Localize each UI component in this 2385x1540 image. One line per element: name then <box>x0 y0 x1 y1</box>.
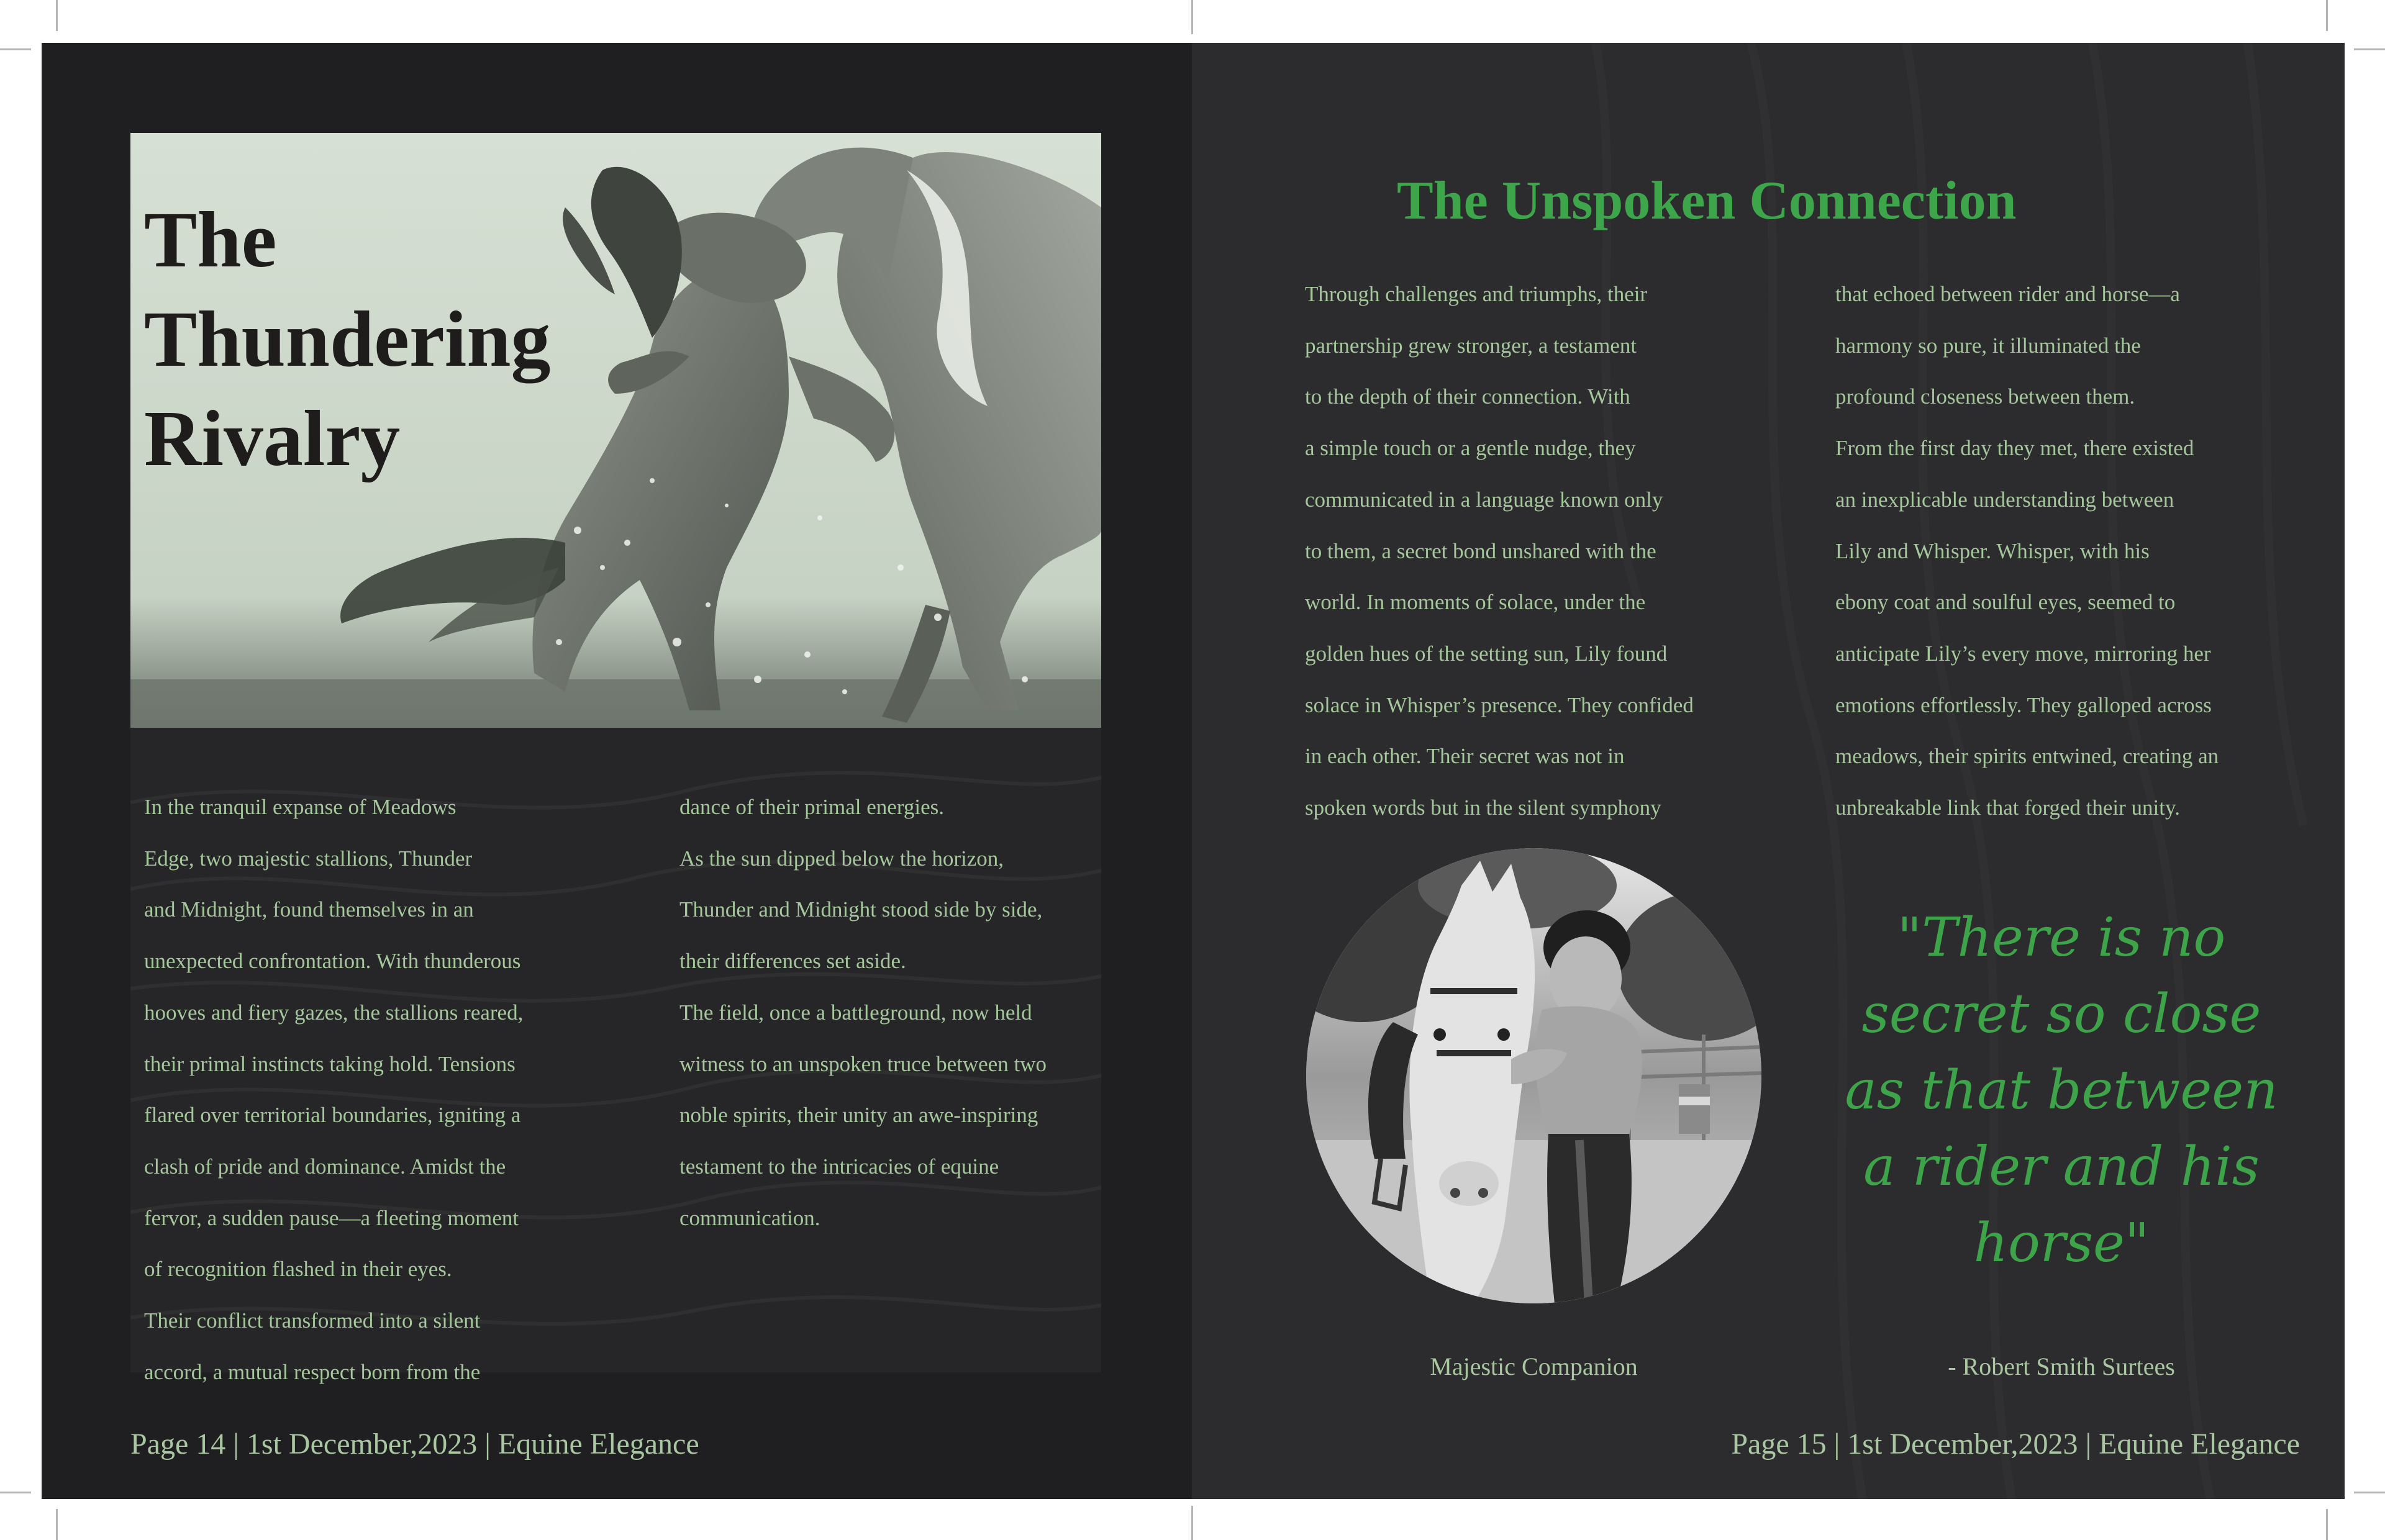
text-line: flared over territorial boundaries, igniting a <box>144 1103 521 1128</box>
text-line: Lily and Whisper. Whisper, with his <box>1835 538 2150 563</box>
text-line: golden hues of the setting sun, Lily found <box>1305 641 1668 666</box>
quote-line: a rider and his <box>1863 1136 2260 1198</box>
text-line: a simple touch or a gentle nudge, they <box>1305 436 1636 461</box>
text-line: ebony coat and soulful eyes, seemed to <box>1835 590 2176 615</box>
crop-mark <box>56 1509 58 1540</box>
text-line: anticipate Lily’s every move, mirroring her <box>1835 641 2211 666</box>
text-line: to the depth of their connection. With <box>1305 384 1630 409</box>
page-title: The Unspoken Connection <box>1397 171 2017 231</box>
page-title <box>144 190 551 488</box>
text-line: The field, once a battleground, now held <box>679 1000 1032 1025</box>
article-column-1 <box>144 782 523 1398</box>
text-line: As the sun dipped below the horizon, <box>679 846 1004 871</box>
text-line: Thunder and Midnight stood side by side, <box>679 897 1043 922</box>
page-footer: Page 14 | 1st December,2023 | Equine Elegance <box>130 1428 699 1461</box>
crop-mark <box>0 48 31 50</box>
right-page <box>1192 43 2345 1499</box>
text-line: emotions effortlessly. They galloped across <box>1835 692 2212 717</box>
text-line: meadows, their spirits entwined, creating an <box>1835 744 2219 769</box>
photo-caption: Majestic Companion <box>1430 1352 1638 1380</box>
text-line: world. In moments of solace, under the <box>1305 590 1646 615</box>
quote-line: secret so close <box>1861 983 2261 1045</box>
left-page <box>42 43 1192 1499</box>
text-line: their primal instincts taking hold. Tensions <box>144 1051 516 1076</box>
article-column-2 <box>679 782 1047 1244</box>
text-line: communicated in a language known only <box>1305 487 1663 512</box>
text-line: solace in Whisper’s presence. They confided <box>1305 692 1694 717</box>
text-line: witness to an unspoken truce between two <box>679 1051 1047 1076</box>
quote-line: as that between <box>1845 1059 2278 1121</box>
text-line: profound closeness between them. <box>1835 384 2135 409</box>
crop-mark <box>56 0 58 31</box>
title-line: Thundering <box>144 295 551 383</box>
crop-mark <box>1191 1506 1193 1540</box>
rider-hugging-horse-illustration <box>1306 848 1761 1303</box>
crop-mark <box>0 1492 31 1493</box>
text-line: Through challenges and triumphs, their <box>1305 282 1648 306</box>
text-line: Their conflict transformed into a silent <box>144 1308 481 1333</box>
text-line: and Midnight, found themselves in an <box>144 897 474 922</box>
text-line: testament to the intricacies of equine <box>679 1154 999 1179</box>
crop-mark <box>2354 1492 2385 1493</box>
quote-line: horse" <box>1973 1212 2150 1274</box>
crop-mark <box>1191 0 1193 34</box>
crop-mark <box>2326 0 2328 31</box>
text-line: an inexplicable understanding between <box>1835 487 2174 512</box>
crop-mark <box>2326 1509 2328 1540</box>
text-line: In the tranquil expanse of Meadows <box>144 795 457 819</box>
text-line: unbreakable link that forged their unity. <box>1835 795 2180 820</box>
hero-image <box>130 133 1101 728</box>
text-line: their differences set aside. <box>679 949 906 974</box>
text-line: that echoed between rider and horse—a <box>1835 282 2180 306</box>
text-line: hooves and fiery gazes, the stallions reared, <box>144 1000 524 1025</box>
text-line: From the first day they met, there existed <box>1835 436 2194 461</box>
text-line: Edge, two majestic stallions, Thunder <box>144 846 473 871</box>
text-line: dance of their primal energies. <box>679 795 944 819</box>
title-line: The <box>144 196 277 284</box>
text-line: unexpected confrontation. With thunderous <box>144 949 521 974</box>
article-column-2 <box>1835 269 2219 834</box>
pull-quote <box>1813 900 2310 1282</box>
title-line: Rivalry <box>144 394 401 482</box>
article-column-1 <box>1305 269 1694 834</box>
text-line: accord, a mutual respect born from the <box>144 1359 481 1384</box>
text-line: in each other. Their secret was not in <box>1305 744 1625 769</box>
text-line: harmony so pure, it illuminated the <box>1835 333 2141 358</box>
rider-and-horse-photo <box>1306 848 1761 1303</box>
text-line: clash of pride and dominance. Amidst the <box>144 1154 506 1179</box>
quote-line: "There is no <box>1897 907 2226 969</box>
text-line: of recognition flashed in their eyes. <box>144 1257 452 1282</box>
crop-mark <box>2354 48 2385 50</box>
text-line: fervor, a sudden pause—a fleeting moment <box>144 1205 519 1230</box>
quote-author: - Robert Smith Surtees <box>1948 1352 2175 1380</box>
text-line: communication. <box>679 1205 820 1230</box>
page-footer: Page 15 | 1st December,2023 | Equine Elegance <box>1731 1428 2300 1461</box>
text-line: partnership grew stronger, a testament <box>1305 333 1637 358</box>
text-line: spoken words but in the silent symphony <box>1305 795 1661 820</box>
text-line: to them, a secret bond unshared with the <box>1305 538 1656 563</box>
text-line: noble spirits, their unity an awe-inspiring <box>679 1103 1038 1128</box>
